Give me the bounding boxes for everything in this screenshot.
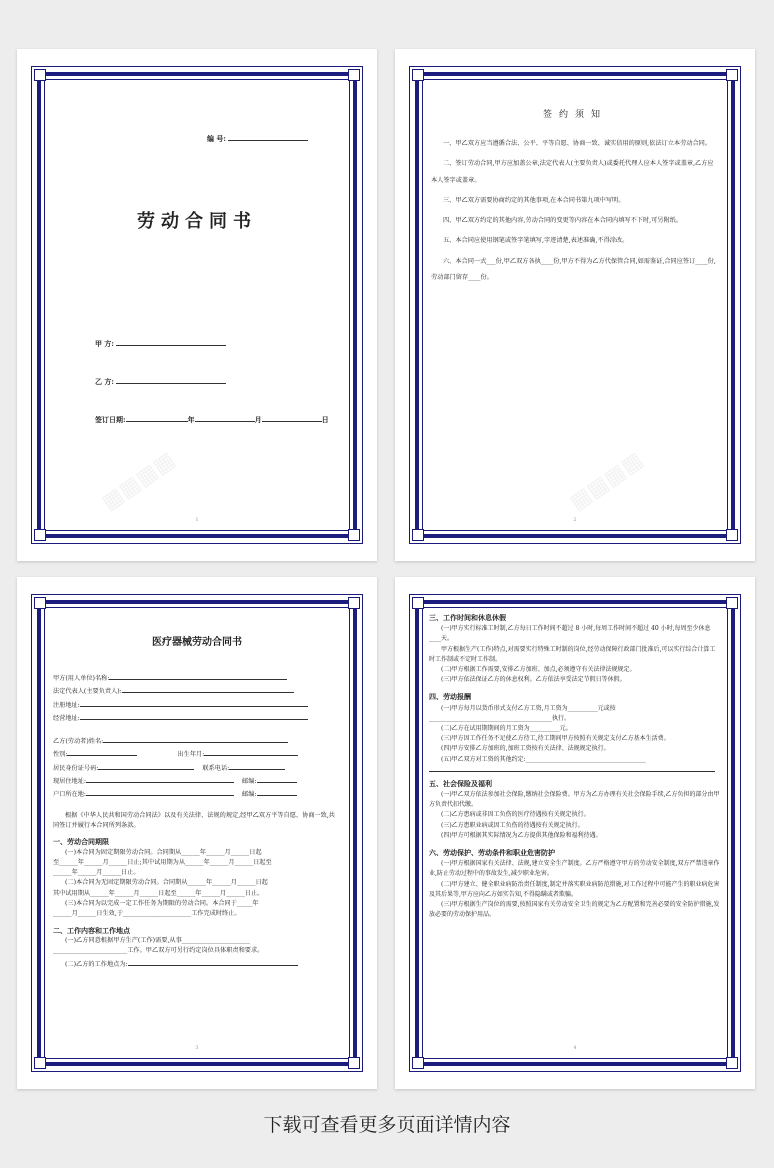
page-number: 4 (573, 1045, 577, 1051)
watermark: ▦▦▦▦ (97, 447, 180, 516)
party-b-name-row (53, 734, 341, 747)
blank (98, 761, 194, 770)
clause: 甲方根据生产(工作)特点,对需要实行特殊工时制的岗位,经劳动保障行政部门批准后,可以实行综合计算工时工作制或不定时工作制。 (429, 645, 716, 663)
day-blank (262, 413, 322, 422)
terms-body (429, 613, 721, 920)
corner-ornament (34, 597, 46, 609)
gender-birth-row (53, 747, 341, 760)
clause: (一)甲方实行标准工时制,乙方每日工作时间不超过 8 小时,每周工作时间不超过 40 小时,每周至少休息____天。 (429, 625, 711, 643)
download-caption[interactable]: 下载可查看更多页面详情内容 (263, 1114, 511, 1136)
blank (86, 787, 234, 796)
clause: (三)甲方根据生产岗位的需要,按照国家有关劳动安全卫生的规定为乙方配置和完善必要的安全防护措施,发放必要的劳动保护用品。 (429, 901, 720, 919)
month-label: 月 (254, 415, 262, 424)
workplace-label: (二)乙方的工作地点为: (65, 960, 128, 968)
blank (103, 734, 288, 743)
hukou-addr-label: 户口所在地: (53, 791, 87, 799)
notice-paragraph: 一、甲乙双方应当遵循合法、公平、平等自愿、协商一致、诚实信用的原则,依法订立本劳动合同。 (443, 140, 712, 147)
clause-line: ______月______日生效,于______________________工作完成时终止。 (53, 910, 241, 918)
blank (80, 698, 308, 707)
clause-line: (二)本合同为无固定期限劳动合同。合同期从______年______月______日起 (65, 879, 268, 887)
current-addr-label: 现居住地址: (53, 778, 87, 786)
reg-addr-label: 注册地址: (53, 701, 80, 709)
clause: (三)甲方依法保证乙方的休息权利。乙方依法享受法定节假日等休假。 (441, 676, 626, 684)
clause: (二)甲方根据工作需要,安排乙方加班、加点,必须遵守有关法律法规规定。 (441, 666, 636, 674)
clause-line (53, 957, 341, 970)
section-heading: 六、劳动保护、劳动条件和职业危害防护 (429, 848, 555, 858)
page-number: 3 (195, 1045, 199, 1051)
clause: (四)甲方可根据其实际情况为乙方提供其他保险和福利待遇。 (441, 831, 602, 839)
corner-ornament (726, 69, 738, 81)
corner-ornament (412, 1057, 424, 1069)
corner-ornament (348, 69, 360, 81)
phone-label: 联系电话: (202, 764, 230, 772)
contract-number-field (207, 132, 308, 144)
clause: (一)甲方根据国家有关法律、法规,建立安全生产制度。乙方严格遵守甲方的劳动安全制度,双方严禁违章作业,防止劳动过程中的事故发生,减少职业危害。 (429, 860, 720, 878)
blank (257, 774, 297, 783)
notice-paragraph: 二、签订劳动合同,甲方应加盖公章,法定代表人(主要负责人)或委托代理人应本人签字或盖章,乙方应本人签字或盖章。 (431, 160, 714, 184)
blank (109, 671, 287, 680)
blank (257, 787, 297, 796)
day-label: 日 (321, 415, 329, 424)
clause: (三)甲方因工作任务不足使乙方待工,待工期间甲方按照有关规定支付乙方基本生活费。 (441, 735, 670, 743)
clause: (二)乙方患病或非因工负伤的医疗待遇按有关规定执行。 (441, 811, 590, 819)
clause: (二)甲方建立、健全职业病防治责任制度,制定并落实职业病防范措施,对工作过程中可能产生的职业病危害及其后果等,甲方应向乙方如实告知,不得隐瞒或者欺骗。 (429, 880, 720, 898)
clause-line: ______年______月______日止。 (53, 869, 140, 877)
corner-ornament (412, 597, 424, 609)
number-label: 编 号: (207, 134, 227, 143)
party-b-blank (116, 375, 226, 384)
party-a-field (95, 337, 226, 349)
clause: (五)甲乙双方对工资的其他约定:________________________________________ (441, 755, 646, 763)
notice-body (431, 136, 719, 290)
month-blank (195, 413, 255, 422)
blank (128, 957, 298, 966)
notice-paragraph: 五、本合同应使用钢笔或签字笔填写,字迹清楚,表述准确,不得涂改。 (443, 237, 629, 245)
clause: (一)甲方每月以货币形式支付乙方工资,月工资为__________元或按_________________________________________执行。 (429, 704, 616, 722)
corner-ornament (726, 1057, 738, 1069)
contract-title: 医疗器械劳动合同书 (152, 637, 242, 648)
biz-addr-row (53, 711, 341, 724)
notice-paragraph: 四、甲乙双方约定的其他内容,劳动合同的变更等内容在本合同内填写不下时,可另附纸。 (443, 217, 683, 225)
clause-line: 其中试用期从______年______月______日起至______年______月______日止。 (53, 889, 264, 897)
corner-ornament (348, 597, 360, 609)
section-heading: 二、工作内容和工作地点 (53, 925, 130, 935)
corner-ornament (348, 1057, 360, 1069)
id-label: 居民身份证号码: (53, 764, 99, 772)
blank-line (429, 765, 715, 772)
number-blank (228, 132, 308, 141)
clause-line: 至______年______月______日止;其中试用期为从______年______月______日起至 (53, 858, 272, 866)
zip-label: 邮编: (242, 778, 257, 786)
sign-date-label: 签订日期: (95, 415, 126, 424)
corner-ornament (34, 1057, 46, 1069)
page-number: 2 (573, 517, 577, 523)
clause-line: (三)本合同为以完成一定工作任务为期限的劳动合同。本合同于_____年 (65, 900, 259, 908)
section-heading: 一、劳动合同期限 (53, 837, 109, 847)
clause-line: ________________________工作。甲乙双方可另行约定岗位具体职责和要求。 (53, 947, 264, 955)
biz-addr-label: 经营地址: (53, 714, 80, 722)
clause-line: (一)本合同为固定期限劳动合同。合同期从______年______月______日起 (65, 848, 262, 856)
clause-line: (一)乙方同意根据甲方生产(工作)需要,从事______________________ (65, 936, 250, 944)
cover-page (17, 49, 377, 561)
gender-label: 性别: (53, 751, 68, 759)
clause: (一)甲乙双方依法参加社会保险,缴纳社会保险费。甲方为乙方办理有关社会保险手续,乙方负担的部分由甲方负责代扣代缴。 (429, 791, 720, 809)
reg-addr-row (53, 698, 341, 711)
corner-ornament (412, 69, 424, 81)
current-addr-row (53, 774, 341, 787)
blank (86, 774, 234, 783)
clause: (三)乙方患职业病或因工负伤的待遇按有关规定执行。 (441, 821, 584, 829)
birth-label: 出生年月: (177, 751, 205, 759)
blank (80, 711, 308, 720)
contract-page (17, 577, 377, 1089)
party-b-label: 乙 方: (95, 377, 115, 386)
clause: (二)乙方在试用期期间的月工资为__________元。 (441, 725, 572, 733)
blank (229, 761, 285, 770)
blank (204, 747, 298, 756)
section-heading: 四、劳动报酬 (429, 692, 471, 702)
clause: (四)甲方安排乙方加班的,加班工资按有关法律、法规规定执行。 (441, 745, 610, 753)
contract-body (53, 671, 341, 970)
corner-ornament (34, 69, 46, 81)
hukou-addr-row (53, 787, 341, 800)
section-heading: 三、工作时间和休息休假 (429, 613, 506, 622)
cover-title: 劳动合同书 (137, 211, 257, 232)
corner-ornament (726, 597, 738, 609)
notice-paragraph: 三、甲乙双方需要协商约定的其他事项,在本合同书第九项中写明。 (443, 196, 625, 204)
corner-ornament (726, 529, 738, 541)
intro-paragraph: 根据《中华人民共和国劳动合同法》以及有关法律、法规的规定,经甲乙双方平等自愿、协商一致,共同签订并履行本合同所列条款。 (53, 811, 335, 829)
party-a-label: 甲 方: (95, 339, 115, 348)
watermark: ▦▦▦▦ (565, 447, 648, 516)
legal-rep-label: 法定代表人(主要负责人): (53, 688, 122, 696)
section-heading: 五、社会保险及福利 (429, 778, 492, 788)
legal-rep-row (53, 684, 341, 697)
terms-page (395, 577, 755, 1089)
blank (67, 747, 137, 756)
year-blank (126, 413, 188, 422)
party-a-name-row (53, 671, 341, 684)
party-a-name-label: 甲方(用人单位)名称: (53, 675, 110, 682)
page-number: 1 (195, 517, 199, 523)
id-phone-row (53, 761, 341, 774)
zip-label: 邮编: (242, 791, 257, 799)
corner-ornament (348, 529, 360, 541)
party-a-blank (116, 337, 226, 346)
party-b-name-label: 乙方(劳动者)姓名: (53, 738, 104, 746)
corner-ornament (412, 529, 424, 541)
sign-date-field (95, 413, 329, 425)
notice-page (395, 49, 755, 561)
notice-title: 签约须知 (542, 110, 607, 120)
blank (122, 684, 294, 693)
inner-border (44, 79, 350, 531)
year-label: 年 (187, 415, 195, 424)
notice-paragraph: 六、本合同一式___份,甲乙双方各执____份,甲方不得为乙方代保管合同,如需鉴证,合同应签订____份,劳动部门留存____份。 (431, 257, 716, 282)
party-b-field (95, 375, 226, 387)
corner-ornament (34, 529, 46, 541)
